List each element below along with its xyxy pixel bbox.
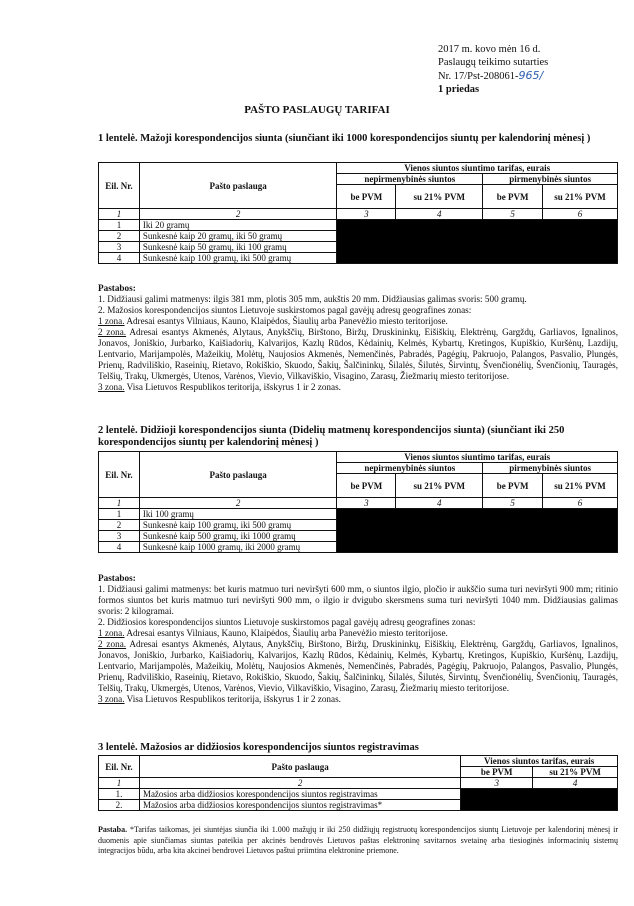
header-contract-line: Paslaugų teikimo sutarties (438, 57, 549, 68)
table2-col-tariff: Vienos siuntos siuntimo tarifas, eurais (337, 452, 618, 463)
row-number: 2 (99, 231, 140, 242)
notes2-zone2 (98, 639, 618, 694)
zone-text: Adresai esantys Akmenės, Alytaus, Anykščių, Birštono, Biržų, Druskininkų, Eišiškių, Elektrėnų, Gargždų, Garliavos, Ignalinos, Jonavos, Joniškio, Jurbarko, Kaišiadorių, Kalvarijos, Kazlų Rūdos, Kėdainių, Kelmės, Kybartų, Kretingos, Kupiškio, Kuršėnų, Lazdijų, Lentvario, Marijampolės, Mažeikių, Molėtų, Naujosios Akmenės, Nemenčinės, Pabradės, Pagėgių, Pakruojo, Palangos, Pasvalio, Plungės, Prienų, Radviliškio, Raseinių, Rietavo, Rokiškio, Skuodo, Šakių, Šalčininkų, Šilalės, Šilutės, Širvintų, Švenčionėlių, Švenčionių, Tauragės, Telšių, Trakų, Ukmergės, Utenos, Varėnos, Vievio, Vilkaviškio, Visagino, Zarasų, Žiežmarių miesto teritorijose. (98, 327, 619, 381)
notes1-item1: 1. Didžiausi galimi matmenys: ilgis 381 mm, plotis 305 mm, aukštis 20 mm. Didžiausias galimas svoris: 500 gramų. (98, 294, 527, 304)
table1-idx: 5 (483, 209, 543, 220)
table1-idx: 3 (337, 209, 396, 220)
table1-col-vat2: su 21% PVM (543, 185, 618, 209)
table1-idx: 4 (396, 209, 483, 220)
zone-label: 3 zona. (98, 694, 125, 704)
row-service: Iki 20 gramų (139, 220, 337, 231)
table3-col-tariff: Vienos siuntos tarifas, eurais (461, 756, 618, 767)
table2-col-novat2: be PVM (483, 474, 543, 498)
notes1 (98, 283, 618, 393)
table1-col-tariff: Vienos siuntos siuntimo tarifas, eurais (337, 163, 618, 174)
contract-header (438, 43, 548, 96)
zone-text: Visa Lietuvos Respublikos teritorija, išskyrus 1 ir 2 zonas. (124, 694, 341, 704)
table1-idx: 6 (543, 209, 618, 220)
zone-text: Adresai esantys Vilniaus, Kauno, Klaipėdos, Šiaulių arba Panevėžio miesto teritorijose. (124, 316, 448, 326)
table-row (99, 220, 618, 231)
notes2-item2: 2. Didžiosios korespondencijos siuntos Lietuvoje suskirstomos pagal gavėjų adresų geografines zonas: (98, 617, 476, 627)
note3-label: Pastaba. (98, 825, 128, 834)
table2-col-novat: be PVM (337, 474, 396, 498)
annex-label: 1 priedas (438, 84, 480, 95)
table1-col-novat2: be PVM (483, 185, 543, 209)
row-number: 3 (99, 242, 140, 253)
table3-col-vat: su 21% PVM (533, 767, 618, 778)
header-date: 2017 m. kovo mėn 16 d. (438, 44, 541, 55)
table2-heading: 2 lentelė. Didžioji korespondencijos siunta (Didelių matmenų korespondencijos siunta) (siunčiant iki 250 korespondencijos siuntų per kalendorinį mėnesį ) (98, 425, 565, 448)
table3-heading: 3 lentelė. Mažosios ar didžiosios korespondencijos siuntos registravimas (98, 742, 419, 753)
zone-label: 2 zona. (98, 639, 127, 649)
table1-col-vat: su 21% PVM (396, 185, 483, 209)
notes2-zone3 (98, 694, 618, 705)
row-number: 1 (99, 220, 140, 231)
row-number: 1. (99, 789, 140, 800)
table3 (98, 755, 618, 811)
table-row (99, 789, 618, 800)
table1-col-priority: pirmenybinės siuntos (483, 174, 618, 185)
notes1-item2: 2. Mažosios korespondencijos siuntos Lietuvoje suskirstomos pagal gavėjų adresų geografines zonas: (98, 305, 472, 315)
row-service: Mažosios arba didžiosios korespondencijos siuntos registravimas* (139, 800, 460, 811)
table2-idx: 3 (337, 498, 396, 509)
row-number: 3 (99, 531, 140, 542)
table2-col-service: Pašto paslauga (139, 452, 337, 498)
redacted-prices (461, 789, 618, 811)
zone-text: Visa Lietuvos Respublikos teritorija, išskyrus 1 ir 2 zonas. (124, 382, 341, 392)
row-service: Sunkesnė kaip 50 gramų, iki 100 gramų (139, 242, 337, 253)
zone-text: Adresai esantys Akmenės, Alytaus, Anykščių, Birštono, Biržų, Druskininkų, Eišiškių, Elektrėnų, Gargždų, Garliavos, Ignalinos, Jonavos, Joniškio, Jurbarko, Kaišiadorių, Kalvarijos, Kazlų Rūdos, Kėdainių, Kelmės, Kybartų, Kretingos, Kupiškio, Kuršėnų, Lazdijų, Lentvario, Marijampolės, Mažeikių, Molėtų, Naujosios Akmenės, Nemenčinės, Pabradės, Pagėgių, Pakruojo, Palangos, Pasvalio, Plungės, Prienų, Radviliškio, Raseinių, Rietavo, Rokiškio, Skuodo, Šakių, Šalčininkų, Šilalės, Šilutės, Širvintų, Švenčionėlių, Švenčionių, Tauragės, Telšių, Trakų, Ukmergės, Utenos, Varėnos, Vievio, Vilkaviškio, Visagino, Zarasų, Žiežmarių miesto teritorijose. (98, 639, 619, 693)
table2 (98, 451, 618, 553)
notes2-zone1 (98, 628, 618, 639)
row-service: Mažosios arba didžiosios korespondencijos siuntos registravimas (139, 789, 460, 800)
contract-number-prefix: Nr. 17/Pst-208061- (438, 71, 519, 82)
table3-idx: 2 (139, 778, 460, 789)
handwritten-number: 965 (518, 69, 540, 82)
table1-idx: 1 (99, 209, 140, 220)
redacted-prices (337, 220, 618, 264)
row-service: Sunkesnė kaip 1000 gramų, iki 2000 gramų (139, 542, 337, 553)
table1-col-nonpriority: nepirmenybinės siuntos (337, 174, 483, 185)
table3-col-service: Pašto paslauga (139, 756, 460, 778)
note3 (98, 825, 618, 857)
table-row (99, 509, 618, 520)
table1-col-no: Eil. Nr. (99, 163, 140, 209)
table3-idx: 1 (99, 778, 140, 789)
row-number: 1 (99, 509, 140, 520)
table1-idx: 2 (139, 209, 337, 220)
page-title: PAŠTO PASLAUGŲ TARIFAI (244, 104, 390, 116)
table3-col-novat: be PVM (461, 767, 533, 778)
table2-col-vat: su 21% PVM (396, 474, 483, 498)
table2-idx: 2 (139, 498, 337, 509)
zone-label: 1 zona. (98, 628, 125, 638)
table3-idx: 4 (533, 778, 618, 789)
table2-col-no: Eil. Nr. (99, 452, 140, 498)
row-number: 4 (99, 253, 140, 264)
row-number: 4 (99, 542, 140, 553)
note3-text: *Tarifas taikomas, jei siuntėjas siunčia iki 1.000 mažųjų ir iki 250 didžiųjų registruotų korespondencijos siuntų Lietuvoje per kalendorinį mėnesį ir duomenis apie siunčiamas siuntas pateikia per akcinės bendrovės Lietuvos paštas elektroninę savitarnos svetainę arba tiesioginės informacinių sistemų integracijos būdu, arba kita akcinei bendrovei Lietuvos paštui priimtina elektronine priemone. (98, 825, 618, 855)
table2-col-vat2: su 21% PVM (543, 474, 618, 498)
row-service: Sunkesnė kaip 100 gramų, iki 500 gramų (139, 253, 337, 264)
table3-idx: 3 (461, 778, 533, 789)
table2-idx: 6 (543, 498, 618, 509)
notes1-zone2 (98, 327, 618, 382)
row-service: Sunkesnė kaip 20 gramų, iki 50 gramų (139, 231, 337, 242)
table2-idx: 4 (396, 498, 483, 509)
row-service: Iki 100 gramų (139, 509, 337, 520)
zone-label: 1 zona. (98, 316, 125, 326)
notes1-zone3 (98, 382, 618, 393)
table1-col-novat: be PVM (337, 185, 396, 209)
row-number: 2. (99, 800, 140, 811)
header-contract-number (438, 69, 548, 83)
row-service: Sunkesnė kaip 500 gramų, iki 1000 gramų (139, 531, 337, 542)
table1-heading: 1 lentelė. Mažoji korespondencijos siunta (siunčiant iki 1000 korespondencijos siuntų per kalendorinį mėnesį ) (98, 133, 591, 144)
table2-idx: 5 (483, 498, 543, 509)
notes2-title: Pastabos: (98, 573, 136, 583)
table2-col-priority: pirmenybinės siuntos (483, 463, 618, 474)
notes2-item1: 1. Didžiausi galimi matmenys: bet kuris matmuo turi neviršyti 600 mm, o siuntos ilgio, pločio ir aukščio suma turi neviršyti 900 mm; ritinio formos siuntos bet kuris matmuo turi neviršyti 900 mm, o ilgio ir dvigubo skersmens suma turi neviršyti 1040 mm. Didžiausias galimas svoris: 2 kilogramai. (98, 584, 618, 616)
notes1-zone1 (98, 316, 618, 327)
handwritten-slash: / (539, 69, 544, 82)
row-service: Sunkesnė kaip 100 gramų, iki 500 gramų (139, 520, 337, 531)
table1-col-service: Pašto paslauga (139, 163, 337, 209)
table1 (98, 162, 618, 264)
table2-col-nonpriority: nepirmenybinės siuntos (337, 463, 483, 474)
notes2 (98, 573, 618, 705)
zone-text: Adresai esantys Vilniaus, Kauno, Klaipėdos, Šiaulių arba Panevėžio miesto teritorijose. (124, 628, 448, 638)
row-number: 2 (99, 520, 140, 531)
redacted-prices (337, 509, 618, 553)
notes1-title: Pastabos: (98, 283, 136, 293)
table3-col-no: Eil. Nr. (99, 756, 140, 778)
table2-idx: 1 (99, 498, 140, 509)
zone-label: 3 zona. (98, 382, 125, 392)
zone-label: 2 zona. (98, 327, 127, 337)
